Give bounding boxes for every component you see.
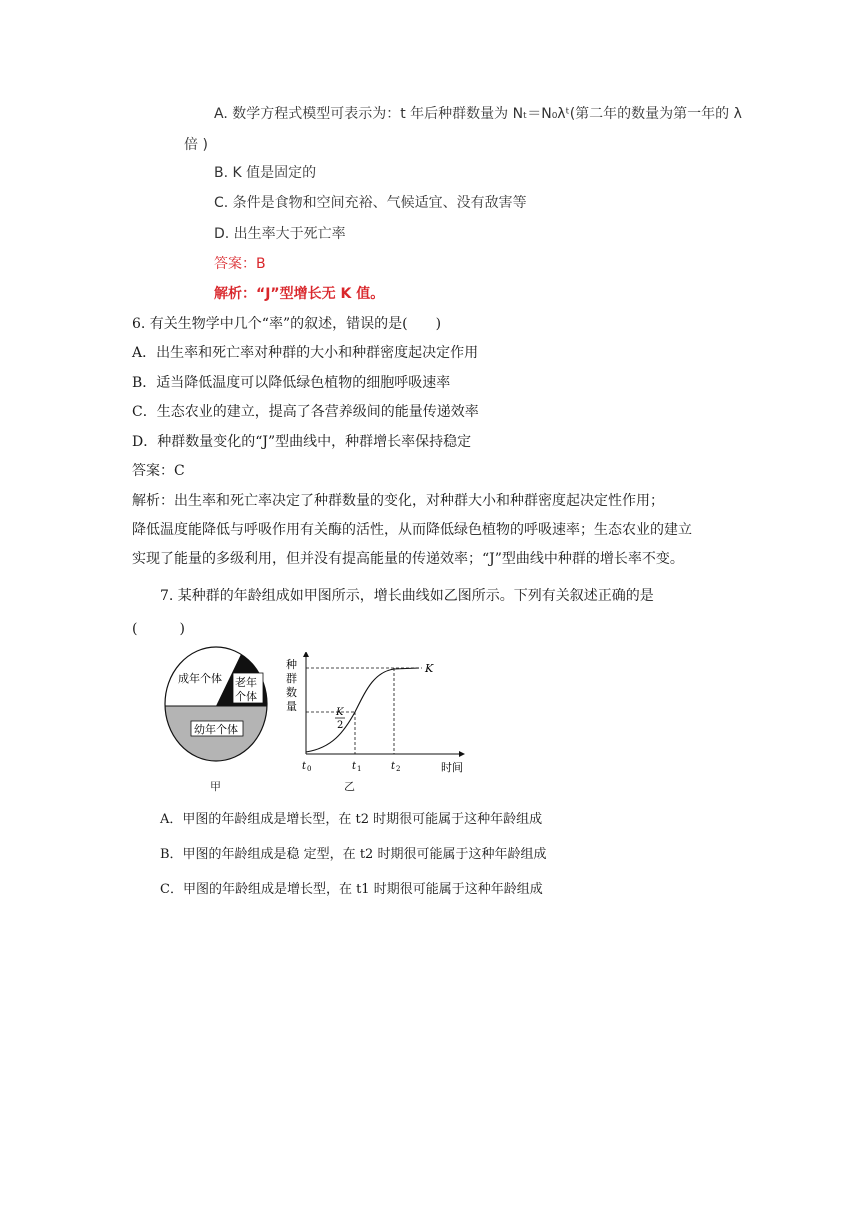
figure-yi-caption: 乙 — [344, 780, 355, 793]
q6-option-c: C．生态农业的建立，提高了各营养级间的能量传递效率 — [132, 404, 479, 420]
q5-option-c: C. 条件是食物和空间充裕、气候适宜、没有敌害等 — [214, 195, 527, 211]
yi-ylabel-2: 群 — [286, 672, 297, 685]
yi-ylabel-3: 数 — [286, 686, 297, 699]
q6-answer: 答案：C — [132, 463, 185, 479]
q6-option-b: B．适当降低温度可以降低绿色植物的细胞呼吸速率 — [132, 375, 451, 391]
yi-t0: t — [302, 761, 307, 772]
q6-analysis-line3: 实现了能量的多级利用，但并没有提高能量的传递效率；“J”型曲线中种群的增长率不变。 — [132, 551, 684, 567]
jia-young-label: 幼年个体 — [194, 723, 238, 736]
q7-stem-line1: 7. 某种群的年龄组成如甲图所示，增长曲线如乙图所示。下列有关叙述正确的是 — [160, 588, 654, 604]
yi-t1-sub: 1 — [357, 765, 362, 773]
q6-analysis-line1: 解析：出生率和死亡率决定了种群数量的变化，对种群大小和种群密度起决定性作用； — [132, 493, 664, 509]
yi-t1: t — [352, 761, 357, 772]
yi-t0-sub: 0 — [307, 765, 312, 773]
yi-khalf-num: K — [336, 707, 344, 718]
q5-option-b: B. K 值是固定的 — [214, 165, 317, 181]
q5-option-d: D. 出生率大于死亡率 — [214, 226, 346, 242]
yi-t2: t — [391, 761, 396, 772]
q7-option-a: A．甲图的年龄组成是增长型，在 t2 时期很可能属于这种年龄组成 — [160, 812, 543, 827]
yi-k-label: K — [425, 662, 434, 675]
q6-analysis-line2: 降低温度能降低与呼吸作用有关酶的活性，从而降低绿色植物的呼吸速率；生态农业的建立 — [132, 522, 692, 538]
q7-option-b: B．甲图的年龄组成是稳 定型，在 t2 时期很可能属于这种年龄组成 — [160, 847, 547, 862]
jia-adult-label: 成年个体 — [178, 672, 222, 685]
yi-ylabel-4: 量 — [286, 700, 297, 713]
figure-yi-growth-curve — [284, 652, 474, 778]
yi-s-curve — [306, 668, 419, 752]
figure-jia-caption: 甲 — [210, 780, 221, 793]
yi-khalf-den: 2 — [337, 720, 344, 731]
q6-option-d: D．种群数量变化的“J”型曲线中，种群增长率保持稳定 — [132, 434, 472, 450]
q6-stem: 6. 有关生物学中几个“率”的叙述，错误的是( ) — [132, 316, 442, 332]
yi-xlabel: 时间 — [441, 761, 463, 774]
q5-option-a-line2: 倍 ) — [184, 137, 208, 153]
q7-stem-line2: ( ) — [132, 621, 185, 637]
q6-option-a: A．出生率和死亡率对种群的大小和种群密度起决定作用 — [132, 345, 479, 361]
q5-analysis: 解析：“J”型增长无 K 值。 — [214, 286, 385, 302]
figure-jia-age-structure — [160, 644, 272, 770]
q5-answer: 答案：B — [214, 256, 266, 272]
jia-old-label-1: 老年 — [235, 676, 257, 689]
yi-t2-sub: 2 — [396, 765, 401, 773]
yi-ylabel-1: 种 — [286, 658, 297, 671]
jia-old-label-2: 个体 — [235, 690, 257, 703]
q7-option-c: C．甲图的年龄组成是增长型，在 t1 时期很可能属于这种年龄组成 — [160, 882, 543, 897]
q5-option-a-line1: A. 数学方程式模型可表示为：t 年后种群数量为 Nₜ＝N₀λᵗ(第二年的数量为第一年的 λ — [214, 106, 742, 122]
